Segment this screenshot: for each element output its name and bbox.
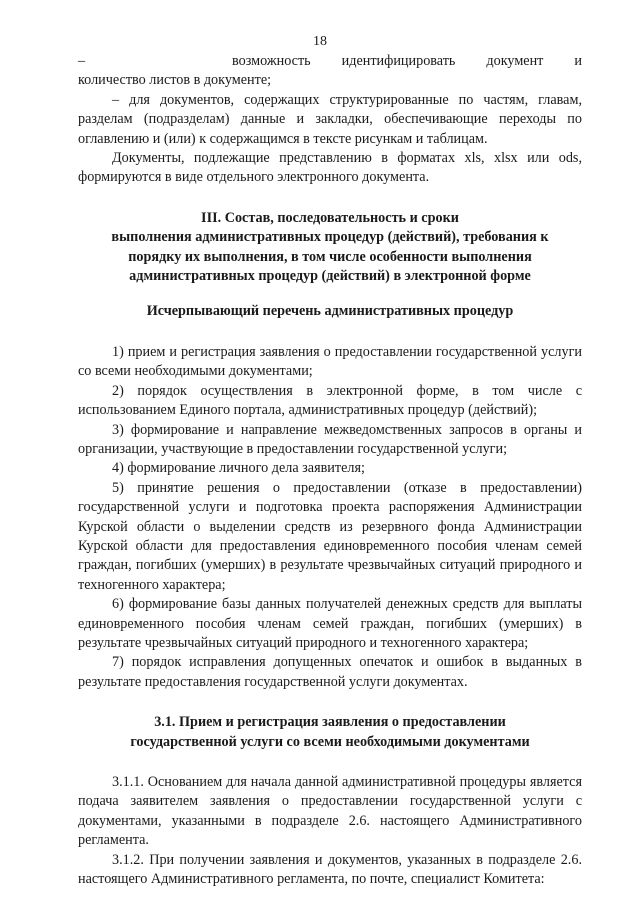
- paragraph-3-1-1: 3.1.1. Основанием для начала данной административной процедуры является подача заявителем заявления о предоставлении государственной услуги с документами, указанными в подразделе 2.6. настоящего Административного регламента.: [78, 774, 582, 849]
- procedures-list: [78, 343, 582, 692]
- section-3-title: III. Состав, последовательность и сроки выполнения административных процедур (действий), требования к порядку их выполнения, в том числе особенности выполнения административных процедур (действий) в электронной форме: [111, 209, 549, 285]
- subsection-3-1-title: 3.1. Прием и регистрация заявления о предоставлении государственной услуги со всеми необходимыми документами: [130, 714, 530, 750]
- list-item: 1) прием и регистрация заявления о предоставлении государственной услуги со всеми необходимыми документами;: [78, 343, 582, 380]
- dash-item-2: – для документов, содержащих структурированные по частям, главам, разделам (подразделам) данные и закладки, обеспечивающие переходы по оглавлению и (или) к содержащимся в тексте рисункам и таблицам.: [78, 91, 582, 147]
- formats-paragraph: Документы, подлежащие представлению в форматах xls, xlsx или ods, формируются в виде отдельного электронного документа.: [78, 150, 582, 186]
- procedures-list-heading: Исчерпывающий перечень административных процедур: [146, 303, 514, 320]
- dash-marker: –: [78, 53, 86, 69]
- list-item: 3) формирование и направление межведомственных запросов в органы и организации, участвующие в предоставлении государственной услуги;: [78, 421, 582, 457]
- list-item: 4) формирование личного дела заявителя;: [112, 460, 365, 477]
- page-number: 18: [313, 34, 327, 49]
- list-item: 6) формирование базы данных получателей денежных средств для выплаты единовременного пособия членам семей граждан, погибших (умерших) в результате чрезвычайных ситуаций природного и техногенного характера;: [78, 596, 582, 651]
- dash-item-1-first-line: [78, 52, 582, 71]
- dash-item-1-continuation: количество листов в документе;: [78, 72, 272, 89]
- dash-item-1-words: возможность идентифицировать документ и: [232, 53, 582, 69]
- list-item: 5) принятие решения о предоставлении (отказе в предоставлении) государственной услуги и подготовка проекта распоряжения Администрации Курской области о выделении средств из резервного фонда Администрации Курской области для предоставления единовременного пособия членам семей граждан, погибших (умерших) в результате чрезвычайных ситуаций природного и техногенного характера;: [78, 479, 582, 593]
- paragraph-3-1-2: 3.1.2. При получении заявления и документов, указанных в подразделе 2.6. настоящего Административного регламента, по почте, специалист Комитета:: [78, 851, 582, 888]
- list-item: 7) порядок исправления допущенных опечаток и ошибок в выданных в результате предоставления государственной услуги документах.: [78, 654, 582, 690]
- document-body: [78, 52, 582, 889]
- list-item: 2) порядок осуществления в электронной форме, в том числе с использованием Единого портала, административных процедур (действий);: [78, 382, 582, 419]
